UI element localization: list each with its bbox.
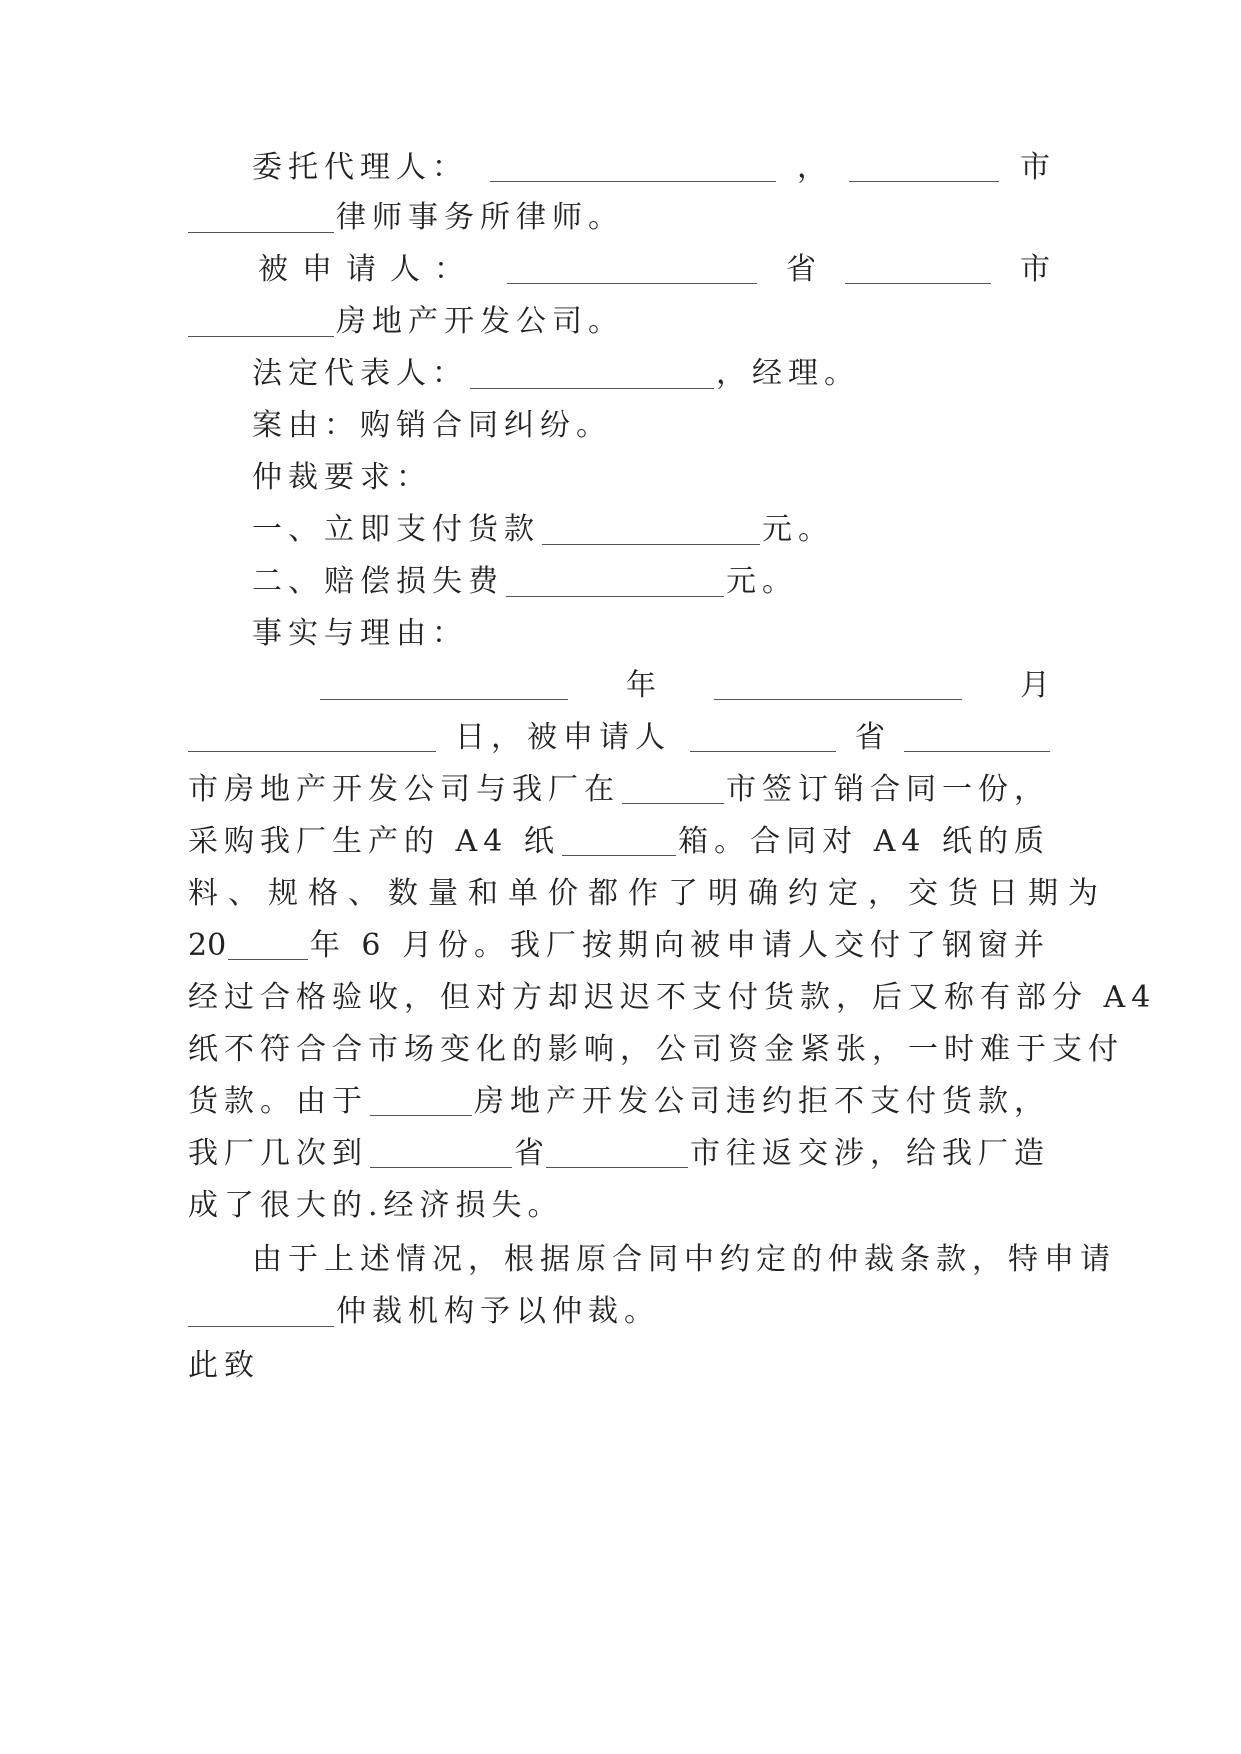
facts-company-blank	[370, 1085, 472, 1116]
facts-visit-city-blank	[546, 1137, 688, 1168]
facts-year-suffix-blank	[228, 929, 308, 960]
facts-line-8: 纸不符合合市场变化的影响，公司资金紧张，一时难于支付	[188, 1032, 1124, 1067]
facts-boxes-blank	[562, 825, 676, 856]
respondent-line-1	[188, 246, 1050, 294]
facts-city-blank	[904, 721, 1050, 752]
facts-day-blank	[188, 721, 436, 752]
legal-rep-label: 法定代表人：	[252, 356, 468, 391]
facts-l4-prefix: 采购我厂生产的 A4 纸	[188, 824, 560, 859]
company-blank	[188, 306, 334, 337]
facts-l3-suffix: 市签订销合同一份，	[726, 772, 1050, 807]
facts-l9-suffix: 房地产开发公司违约拒不支付货款，	[474, 1084, 1050, 1119]
respondent-line-2	[188, 298, 1050, 346]
claims-heading: 仲裁要求：	[252, 460, 432, 495]
legal-rep-blank	[470, 358, 714, 389]
facts-line-10	[188, 1130, 1050, 1178]
respondent-province-blank	[507, 253, 757, 284]
facts-day-respondent: 日，被申请人	[455, 720, 671, 755]
claim-item-1	[188, 506, 1114, 554]
facts-month: 月	[1020, 668, 1050, 703]
facts-l4-suffix: 箱。合同对 A4 纸的质	[678, 824, 1050, 859]
request-line-2-suffix: 仲裁机构予以仲裁。	[336, 1294, 660, 1329]
facts-line-7: 经过合格验收，但对方却迟迟不支付货款，后又称有部分 A4	[188, 980, 1157, 1015]
facts-line-4	[188, 818, 1050, 866]
law-firm-suffix: 律师事务所律师。	[336, 200, 624, 235]
facts-line-2	[188, 714, 1050, 762]
facts-l10-prefix: 我厂几次到	[188, 1136, 368, 1171]
agent-city: 市	[1020, 150, 1050, 185]
facts-l6-prefix: 20	[188, 928, 227, 963]
facts-month-blank	[714, 669, 962, 700]
agent-label: 委托代理人：	[252, 150, 468, 185]
agent-name-blank	[490, 151, 776, 182]
request-line-1: 由于上述情况，根据原合同中约定的仲裁条款，特申请	[252, 1242, 1116, 1277]
facts-l10-suffix: 市往返交涉，给我厂造	[690, 1136, 1050, 1171]
facts-l10-mid: 省	[514, 1136, 544, 1171]
claim-1-suffix: 元。	[762, 512, 834, 547]
facts-line-5: 料、规格、数量和单价都作了明确约定，交货日期为	[188, 876, 1108, 911]
facts-visit-province-blank	[370, 1137, 512, 1168]
facts-province: 省	[855, 720, 885, 755]
law-firm-blank	[188, 202, 334, 233]
facts-line-date	[188, 662, 1050, 710]
respondent-city-blank	[845, 253, 991, 284]
agent-comma: ，	[797, 150, 827, 185]
legal-rep-line	[188, 350, 1114, 398]
respondent-city: 市	[1020, 252, 1050, 287]
legal-rep-suffix: ，经理。	[716, 356, 860, 391]
claim-item-2	[188, 558, 1114, 606]
claim-2-prefix: 二、赔偿损失费	[252, 564, 504, 599]
facts-l6-suffix: 年 6 月份。我厂按期向被申请人交付了钢窗并	[309, 928, 1050, 963]
facts-l3-prefix: 市房地产开发公司与我厂在	[188, 772, 620, 807]
facts-heading: 事实与理由：	[252, 616, 468, 651]
facts-line-11: 成了很大的.经济损失。	[188, 1188, 564, 1223]
facts-year: 年	[626, 668, 656, 703]
closing: 此致	[188, 1348, 260, 1383]
agent-line-1	[188, 144, 1050, 192]
claim-1-amount-blank	[542, 514, 760, 545]
company-suffix: 房地产开发公司。	[336, 304, 624, 339]
agent-line-2	[188, 194, 1050, 242]
claim-2-suffix: 元。	[726, 564, 798, 599]
facts-l9-prefix: 货款。由于	[188, 1084, 368, 1119]
claim-2-amount-blank	[506, 566, 724, 597]
agent-city-blank	[849, 151, 999, 182]
arbitration-body-blank	[188, 1296, 334, 1327]
facts-line-9	[188, 1078, 1050, 1126]
facts-year-blank	[320, 669, 568, 700]
respondent-label: 被申请人：	[258, 252, 478, 287]
cause-line: 案由：购销合同纠纷。	[252, 408, 612, 443]
claim-1-prefix: 一、立即支付货款	[252, 512, 540, 547]
facts-sign-city-blank	[622, 773, 724, 804]
facts-line-6	[188, 922, 1050, 970]
respondent-province: 省	[786, 252, 816, 287]
facts-province-blank	[690, 721, 836, 752]
request-line-2	[188, 1288, 1050, 1336]
facts-line-3	[188, 766, 1050, 814]
